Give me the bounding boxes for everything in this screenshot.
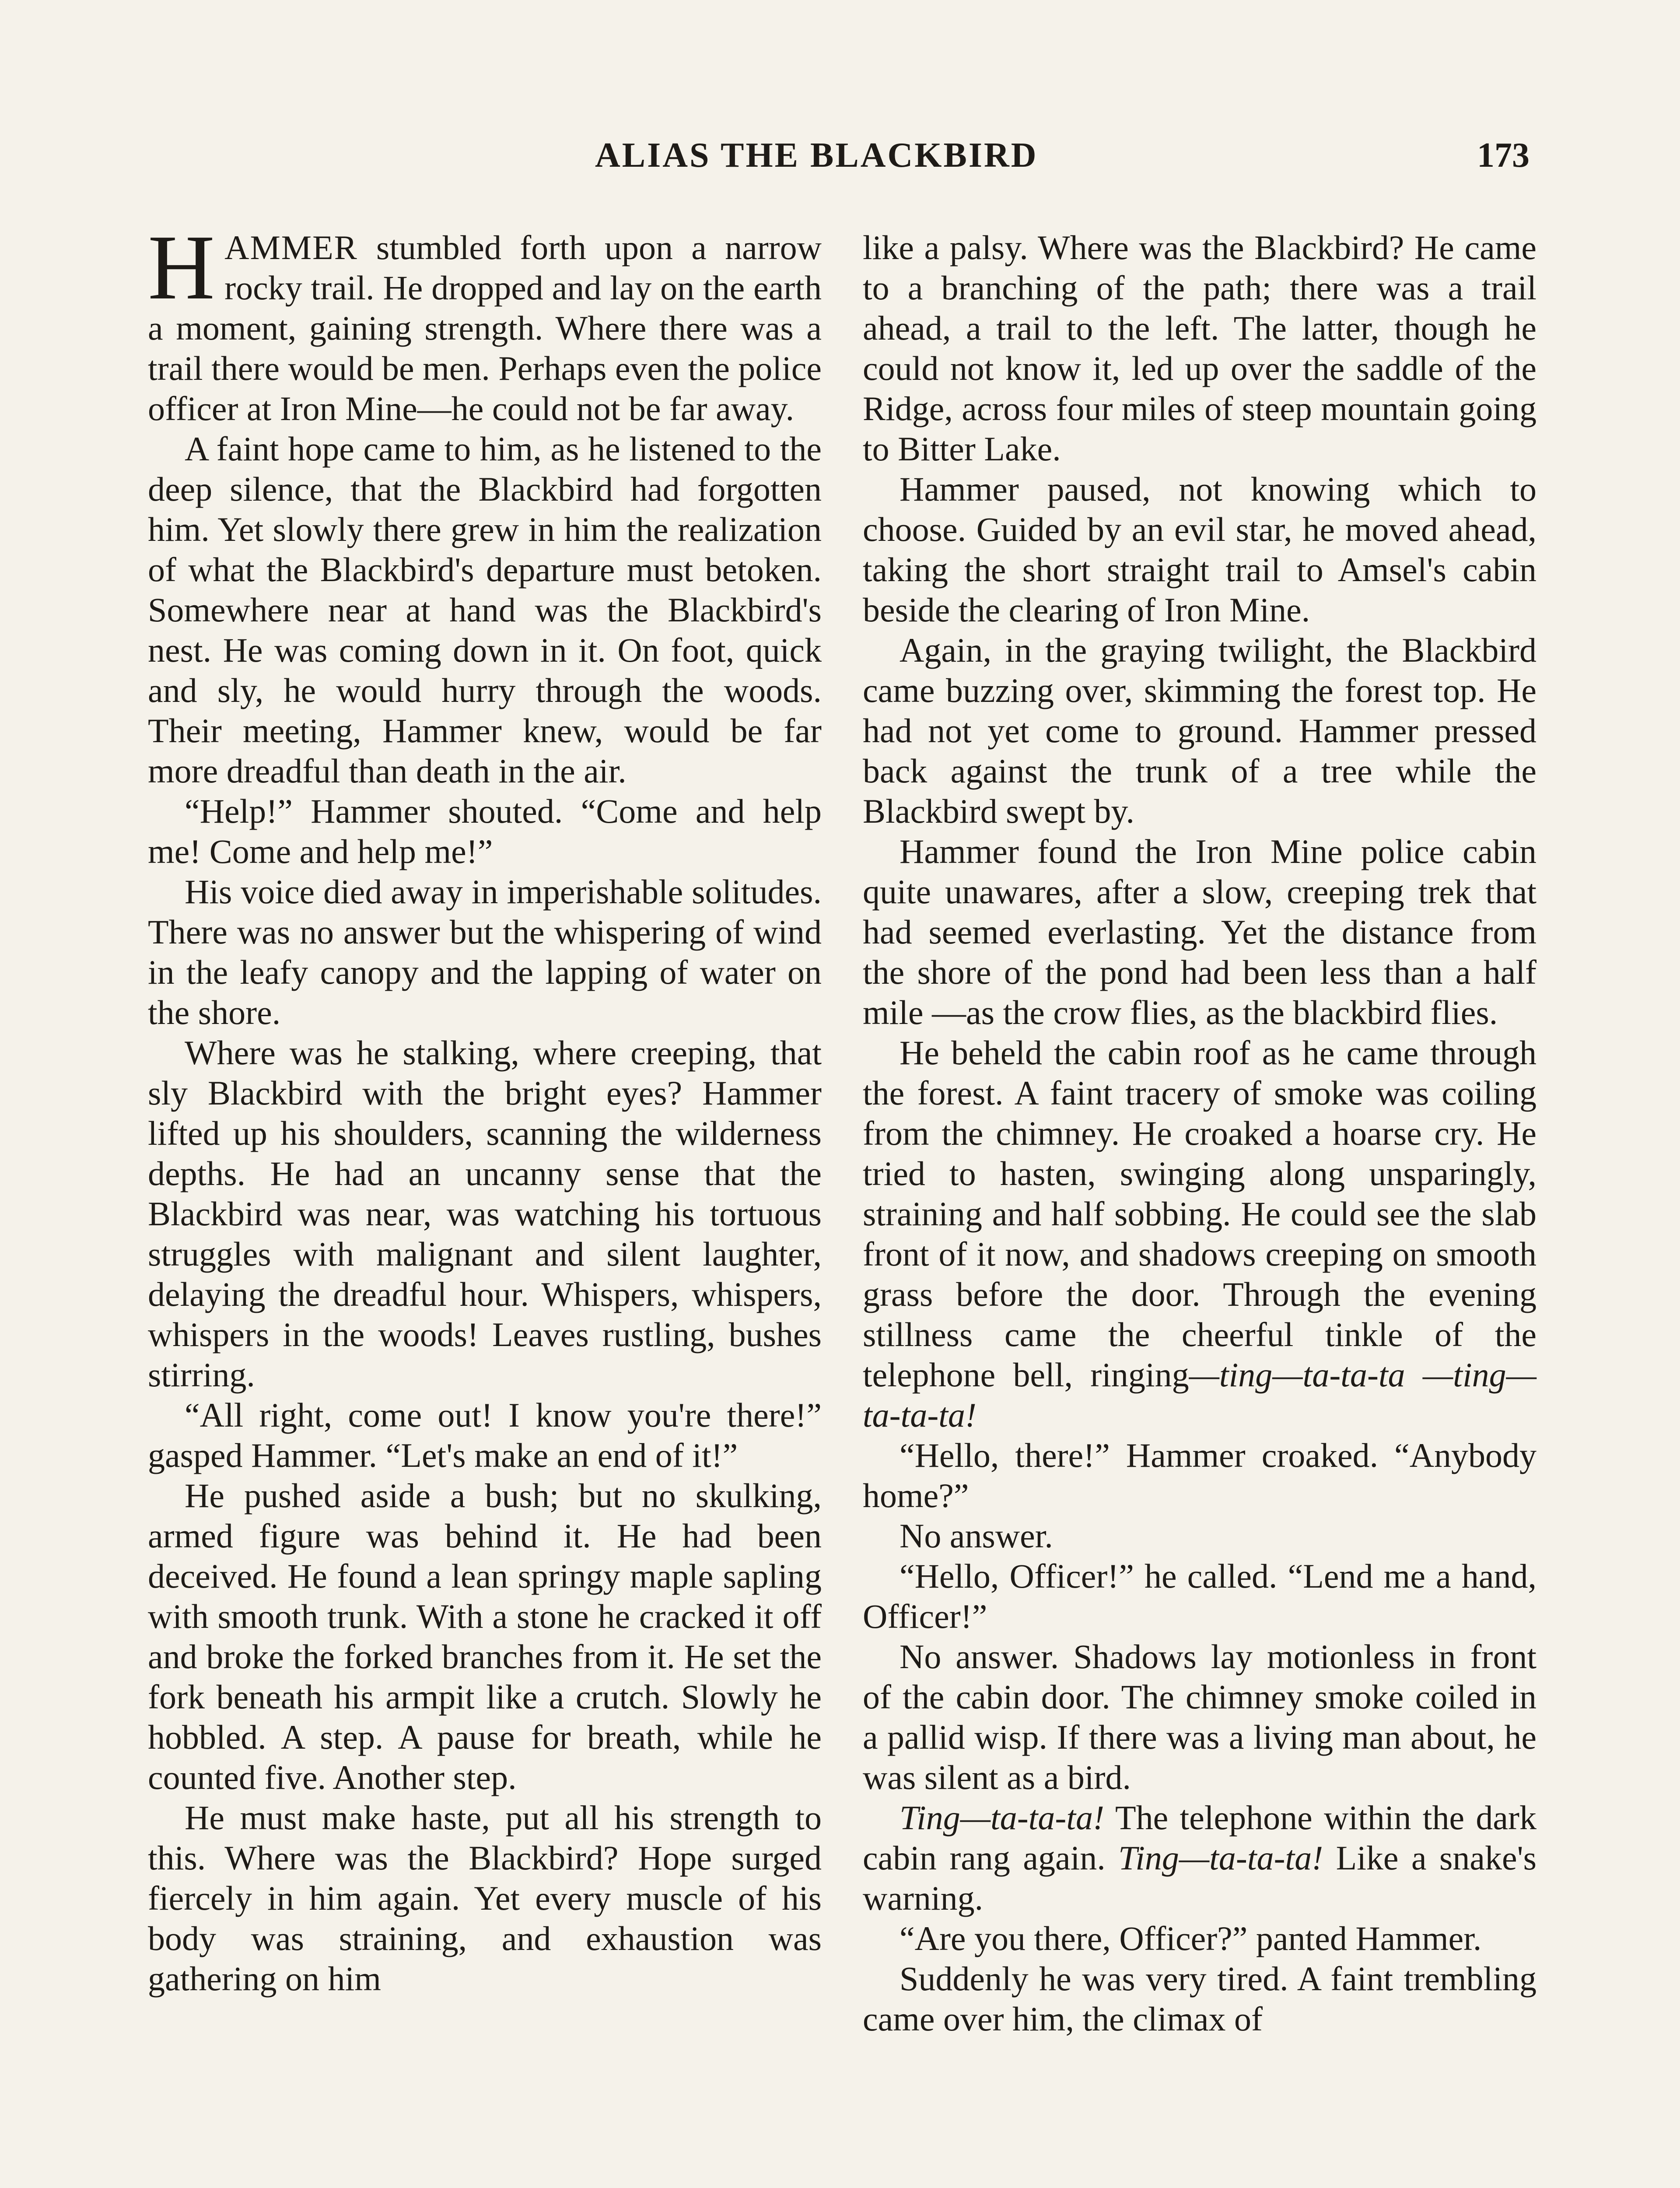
paragraph: His voice died away in imperishable solitudes. There was no answer but the whispering of wind in the leafy canopy and the lapping of water on the shore. [148,873,822,1031]
paragraph [863,1033,1536,1435]
paragraph: No answer. [900,1517,1053,1555]
paragraph: A faint hope came to him, as he listened to the deep silence, that the Blackbird had forgotten him. Yet slowly there grew in him the realization of what the Blackbird's departure must betoken. Somewhere near at hand was the Blackbird's nest. He was coming down in it. On foot, quick and sly, he would hurry through the woods. Their meeting, Hammer knew, would be far more dreadful than death in the air. [148,430,822,790]
paragraph-text: He beheld the cabin roof as he came through the forest. A faint tracery of smoke was coiling from the chimney. He croaked a hoarse cry. He tried to hasten, swinging along unsparingly, straining and half sobbing. He could see the slab front of it now, and shadows creeping on smooth grass before the door. Through the evening stillness came the cheerful tinkle of the telephone bell, ringing [863,1034,1536,1394]
paragraph: No answer. Shadows lay motionless in front of the cabin door. The chimney smoke coiled in a pallid wisp. If there was a living man about, he was silent as a bird. [863,1637,1536,1796]
paragraph: “Help!” Hammer shouted. “Come and help me! Come and help me!” [148,792,822,870]
paragraph: He must make haste, put all his strength to this. Where was the Blackbird? Hope surged fiercely in him again. Yet every muscle of his body was straining, and exhaustion was gathering on him [148,1799,822,1998]
paragraph-text: The telephone within the dark cabin rang again. [863,1799,1536,1877]
paragraph: Again, in the graying twilight, the Blackbird came buzzing over, skimming the forest top. He had not yet come to ground. Hammer pressed back against the trunk of a tree while the Blackbird swept by. [863,631,1536,830]
page-number: 173 [1477,136,1530,175]
paragraph [863,1798,1536,1918]
running-title: ALIAS THE BLACKBIRD [595,136,1038,175]
paragraph-text: stumbled forth upon a narrow rocky trail. He dropped and lay on the earth a moment, gaining strength. Where there was a trail there would be men. Perhaps even the police officer at Iron Mine—he could not be far away. [148,228,822,428]
paragraph: He pushed aside a bush; but no skulking, armed figure was behind it. He had been deceived. He found a lean springy maple sapling with smooth trunk. With a stone he cracked it off and broke the forked branches from it. He set the fork beneath his armpit like a crutch. Slowly he hobbled. A step. A pause for breath, while he counted five. Another step. [148,1476,822,1796]
paragraph: Hammer found the Iron Mine police cabin quite unawares, after a slow, creeping trek that had seemed everlasting. Yet the distance from the shore of the pond had been less than a half mile —as the crow flies, as the blackbird flies. [863,832,1536,1031]
paragraph: “Hello, Officer!” he called. “Lend me a hand, Officer!” [863,1557,1536,1635]
drop-cap: H [148,216,215,319]
paragraph-text: Like a snake's warning. [863,1839,1536,1917]
left-column [148,216,822,1999]
paragraph: Suddenly he was very tired. A faint trembling came over him, the climax of [863,1960,1536,2038]
paragraph: “Hello, there!” Hammer croaked. “Anybody home?” [863,1436,1536,1515]
paragraph: “Are you there, Officer?” panted Hammer. [900,1919,1482,1957]
right-column [863,228,1536,2039]
paragraph: “All right, come out! I know you're there!” gasped Hammer. “Let's make an end of it!” [148,1396,822,1474]
paragraph [148,216,822,429]
paragraph: Where was he stalking, where creeping, that sly Blackbird with the bright eyes? Hammer lifted up his shoulders, scanning the wilderness depths. He had an uncanny sense that the Blackbird was near, was watching his tortuous struggles with malignant and silent laughter, delaying the dreadful hour. Whispers, whispers, whispers in the woods! Leaves rustling, bushes stirring. [148,1034,822,1394]
italic-phone-sound: Ting—ta-ta-ta! [900,1799,1105,1837]
paragraph: like a palsy. Where was the Blackbird? He came to a branching of the path; there was a trail ahead, a trail to the left. The latter, though he could not know it, led up over the saddle of the Ridge, across four miles of steep mountain going to Bitter Lake. [863,228,1536,468]
paragraph: Hammer paused, not knowing which to choose. Guided by an evil star, he moved ahead, taking the short straight trail to Amsel's cabin beside the clearing of Iron Mine. [863,470,1536,629]
italic-phone-sound: —ting—ta-ta-ta —ting—ta-ta-ta! [863,1356,1536,1434]
opening-word: AMMER [224,228,358,266]
page-header [0,131,1680,188]
italic-phone-sound: Ting—ta-ta-ta! [1118,1839,1323,1877]
